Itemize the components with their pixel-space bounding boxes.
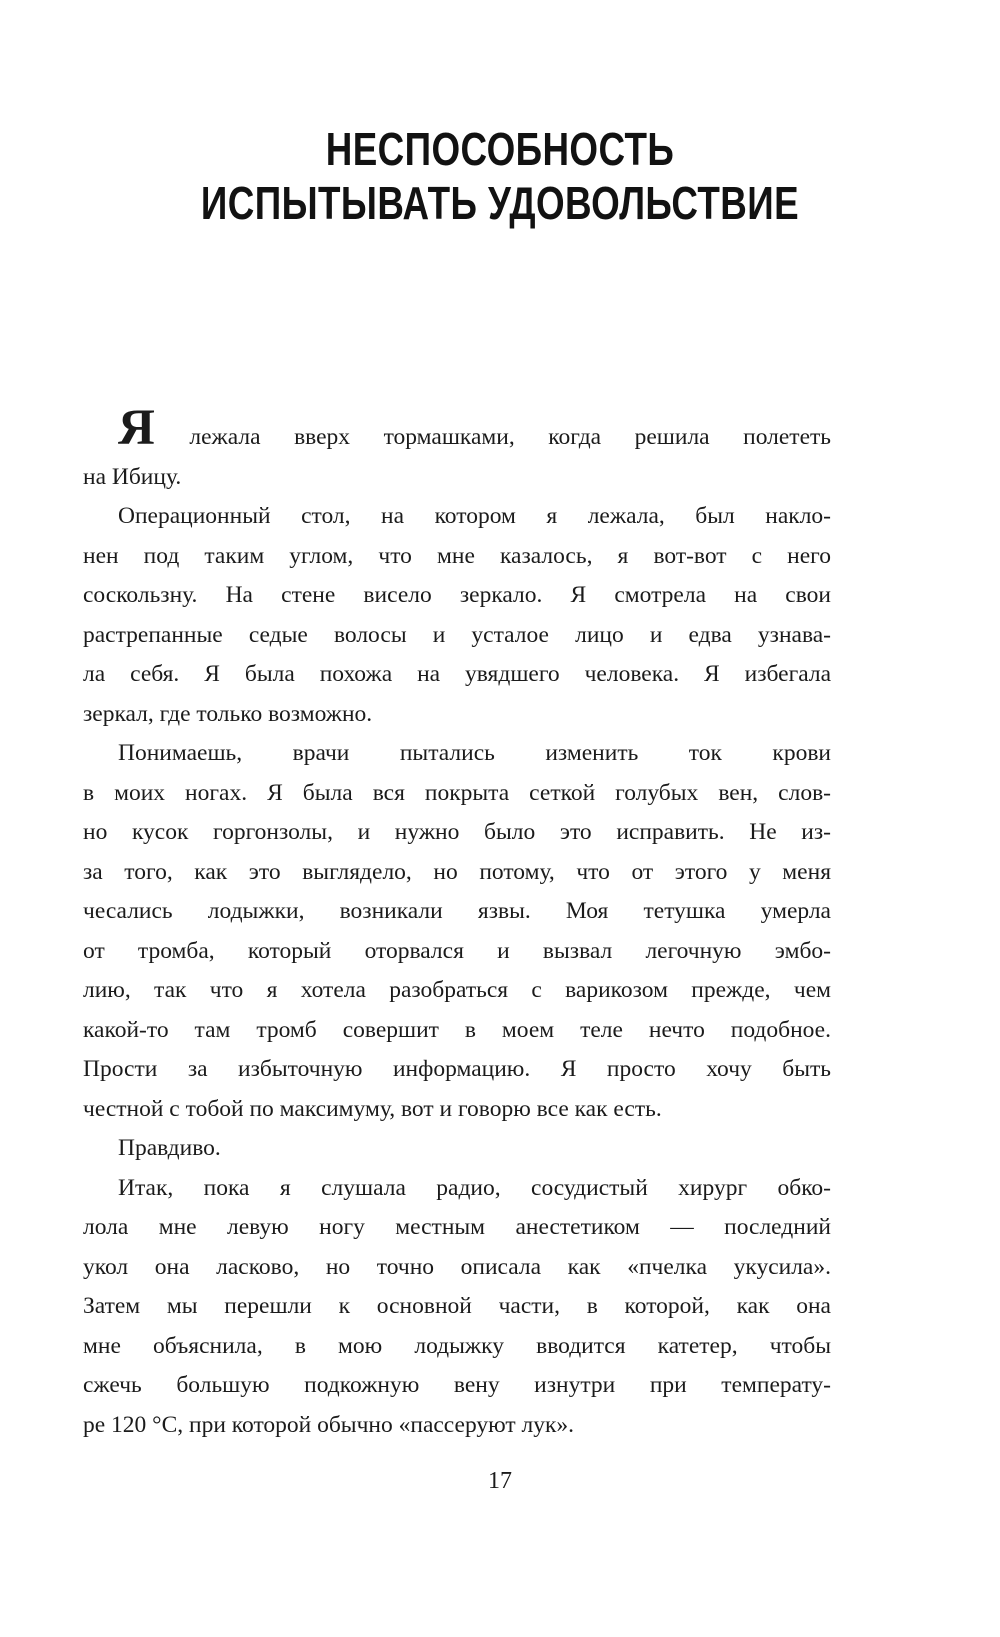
page-number: 17 <box>488 1468 512 1494</box>
text-line: сжечь большую подкожную вену изнутри при температу- <box>83 1372 831 1398</box>
body-text <box>83 400 831 1445</box>
chapter-title-line-1: НЕСПОСОБНОСТЬ <box>325 123 675 175</box>
text-line: но кусок горгонзолы, и нужно было это исправить. Не из- <box>83 819 831 845</box>
text-line: мне объяснила, в мою лодыжку вводится катетер, чтобы <box>83 1332 831 1359</box>
text-line: нен под таким углом, что мне казалось, я вот-вот с него <box>83 542 831 569</box>
raised-initial: Я <box>118 400 156 456</box>
text-line: ре 120 °C, при которой обычно «пассеруют лук». <box>83 1411 575 1438</box>
text-line: ла себя. Я была похожа на увядшего человека. Я избегала <box>83 661 831 687</box>
text-line: Правдиво. <box>118 1135 221 1161</box>
text-line: Прости за избыточную информацию. Я просто хочу быть <box>83 1056 831 1082</box>
paragraph <box>83 400 831 497</box>
paragraph <box>83 1129 831 1169</box>
text-line: за того, как это выглядело, но потому, что от этого у меня <box>83 858 831 885</box>
text-line: честной с тобой по максимуму, вот и говорю все как есть. <box>83 1095 662 1122</box>
text-line: зеркал, где только возможно. <box>83 700 373 727</box>
text-line: Понимаешь, врачи пытались изменить ток крови <box>118 740 831 766</box>
text-line: Итак, пока я слушала радио, сосудистый хирург обко- <box>118 1174 831 1201</box>
text-line: лию, так что я хотела разобраться с варикозом прежде, чем <box>83 977 831 1003</box>
text-line: Затем мы перешли к основной части, в которой, как она <box>83 1293 831 1319</box>
text-line: от тромба, который оторвался и вызвал легочную эмбо- <box>83 937 831 964</box>
text-line: Я лежала вверх тормашками, когда решила полететь <box>118 400 831 456</box>
text-line: растрепанные седые волосы и усталое лицо и едва узнава- <box>83 621 831 648</box>
text-line: укол она ласково, но точно описала как «пчелка укусила». <box>83 1253 831 1280</box>
chapter-title-line-2: ИСПЫТЫВАТЬ УДОВОЛЬСТВИЕ <box>200 177 800 229</box>
chapter-title <box>0 122 1000 230</box>
text-line: в моих ногах. Я была вся покрыта сеткой голубых вен, слов- <box>83 779 831 806</box>
text-line: на Ибицу. <box>83 463 182 490</box>
text-line: соскользну. На стене висело зеркало. Я смотрела на свои <box>83 582 831 608</box>
paragraph <box>83 1169 831 1446</box>
paragraph <box>83 734 831 1129</box>
text-line: лола мне левую ногу местным анестетиком — последний <box>83 1214 831 1240</box>
text-line: чесались лодыжки, возникали язвы. Моя тетушка умерла <box>83 898 831 924</box>
text-line: какой-то там тромб совершит в моем теле нечто подобное. <box>83 1016 831 1043</box>
text-line: Операционный стол, на котором я лежала, был накло- <box>118 503 831 529</box>
paragraph <box>83 497 831 734</box>
